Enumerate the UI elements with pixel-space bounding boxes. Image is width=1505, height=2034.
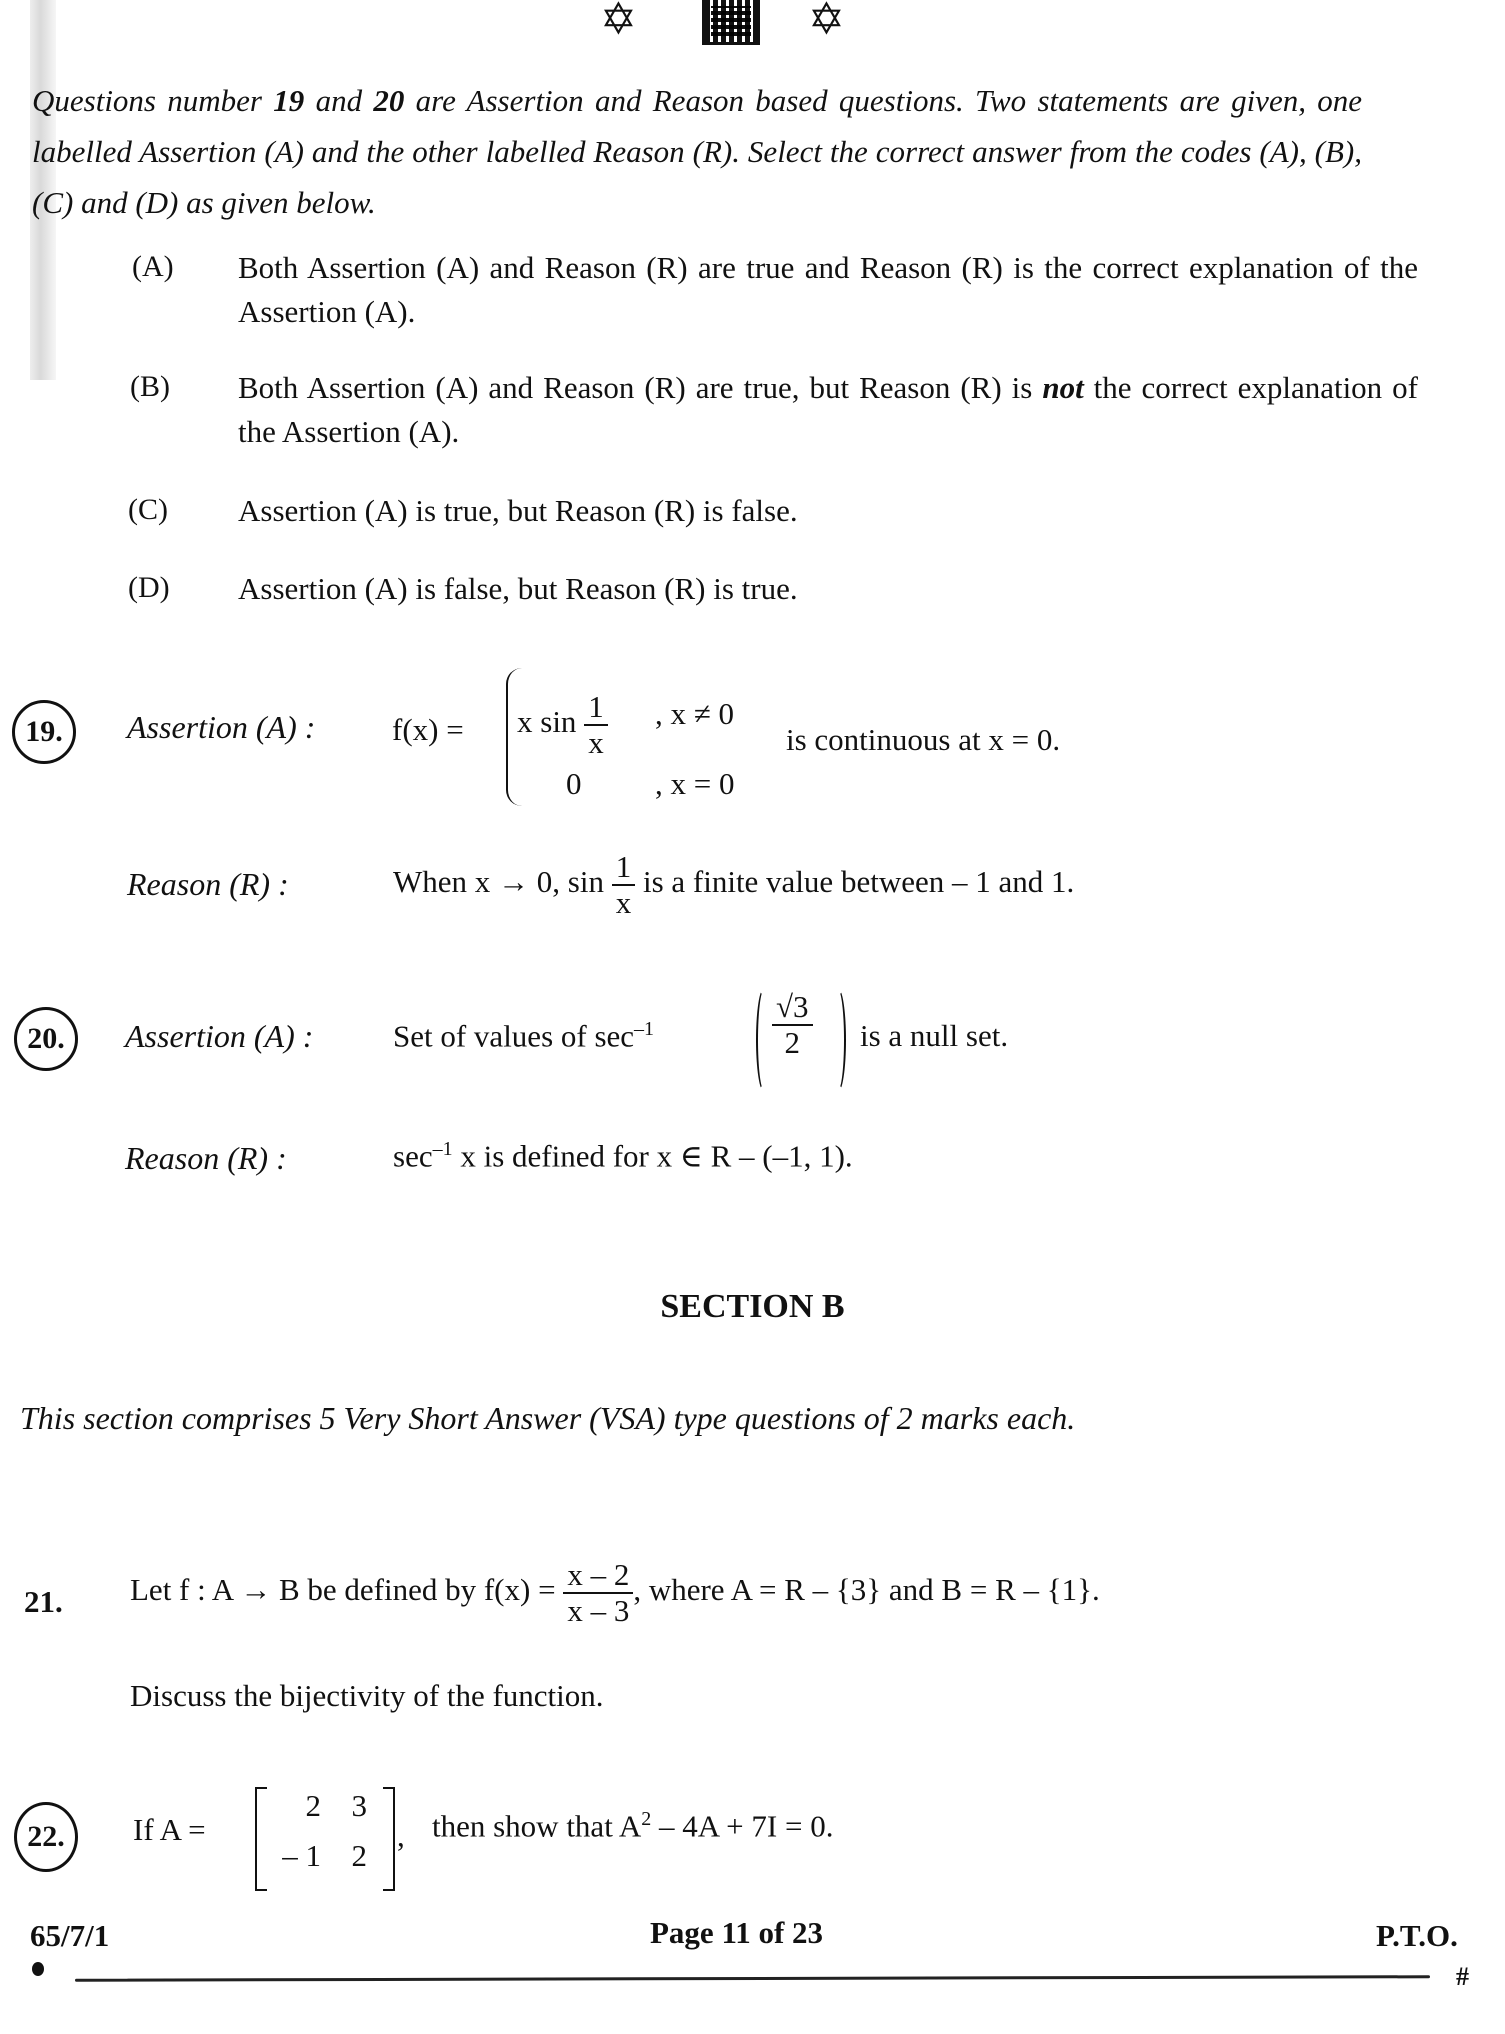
footer-dot — [32, 1962, 44, 1976]
qr-code-icon — [705, 0, 757, 42]
q19-assertion-tail: is continuous at x = 0. — [786, 722, 1061, 757]
q21-statement: Let f : A → B be defined by f(x) = $\frac{x - 2}{x - 3}$ , where A = R – {3} and B = R – {1}. — [130, 1557, 1100, 1628]
q20-paren-right — [830, 988, 846, 1092]
q19-case2-cond: , x = 0 — [655, 766, 735, 801]
pto-label: P.T.O. — [1376, 1918, 1458, 1953]
option-c-text: Assertion (A) is true, but Reason (R) is false. — [238, 493, 798, 528]
question-number-22: 22. — [14, 1802, 78, 1872]
q20-fraction: $\frac{√3}{2}$ — [772, 990, 813, 1060]
question-number-19: 19. — [12, 700, 76, 764]
option-c-label: (C) — [128, 493, 168, 526]
q19-case1-cond: , x ≠ 0 — [655, 696, 735, 731]
q20-reason: $\sec^{-1} x$ is defined for x ∈ R – (–1, 1). — [393, 1138, 853, 1174]
question-number-21: 21. — [24, 1584, 63, 1619]
q21-line2: Discuss the bijectivity of the function. — [130, 1678, 604, 1713]
option-b-label: (B) — [130, 370, 170, 403]
q20-assertion-pre: Set of values of $\sec^{-1}$ — [393, 1018, 655, 1054]
q19-fx: f(x) = — [392, 712, 464, 747]
q20-reason-label: Reason (R) : — [125, 1140, 287, 1176]
q19-reason: When x → 0, sin $\frac{1}{x}$ is a finite value between – 1 and 1. — [393, 849, 1075, 920]
q19-case1: x sin $\frac{1}{x}$ — [517, 690, 608, 760]
q20-assertion-post: is a null set. — [860, 1018, 1009, 1053]
q20-paren-left — [756, 988, 772, 1092]
star-of-david-icon: ✡ — [600, 0, 637, 44]
q22-bracket-right — [383, 1787, 395, 1891]
page-number: Page 11 of 23 — [650, 1915, 824, 1950]
q22-matrix: 2 3 – 1 2 — [282, 1788, 367, 1873]
q22-post: then show that $A^2 - 4A + 7I = 0$. — [432, 1808, 834, 1844]
q19-reason-label: Reason (R) : — [127, 866, 289, 902]
header-icons — [0, 0, 1505, 50]
footer-divider — [75, 1975, 1430, 1982]
q19-case2: 0 — [566, 766, 582, 801]
option-d-label: (D) — [128, 571, 170, 604]
q22-pre: If A = — [133, 1812, 206, 1847]
q22-comma: , — [397, 1818, 405, 1853]
assertion-reason-instructions: Questions number 19 and 20 are Assertion and Reason based questions. Two statements are given, one labelled Assertion (A) and the other labelled Reason (R). Select the correct answer from the codes (A), (B), (C) and (D) as given below. — [32, 83, 1362, 220]
option-a-text: Both Assertion (A) and Reason (R) are true and Reason (R) is the correct explanation of the Assertion (A). — [238, 250, 1418, 329]
q20-assertion-label: Assertion (A) : — [125, 1018, 314, 1054]
star-of-david-icon: ✡ — [808, 0, 845, 44]
q19-assertion-label: Assertion (A) : — [127, 709, 316, 745]
option-b-text: Both Assertion (A) and Reason (R) are true, but Reason (R) is not the correct explanation of the Assertion (A). — [238, 370, 1418, 449]
paper-code: 65/7/1 — [30, 1918, 110, 1953]
option-d-text: Assertion (A) is false, but Reason (R) is true. — [238, 571, 798, 606]
section-b-description: This section comprises 5 Very Short Answer (VSA) type questions of 2 marks each. — [20, 1400, 1076, 1436]
section-b-title: SECTION B — [660, 1288, 845, 1325]
option-a-label: (A) — [132, 250, 174, 283]
question-number-20: 20. — [14, 1007, 78, 1071]
hash-mark: # — [1456, 1962, 1469, 1991]
